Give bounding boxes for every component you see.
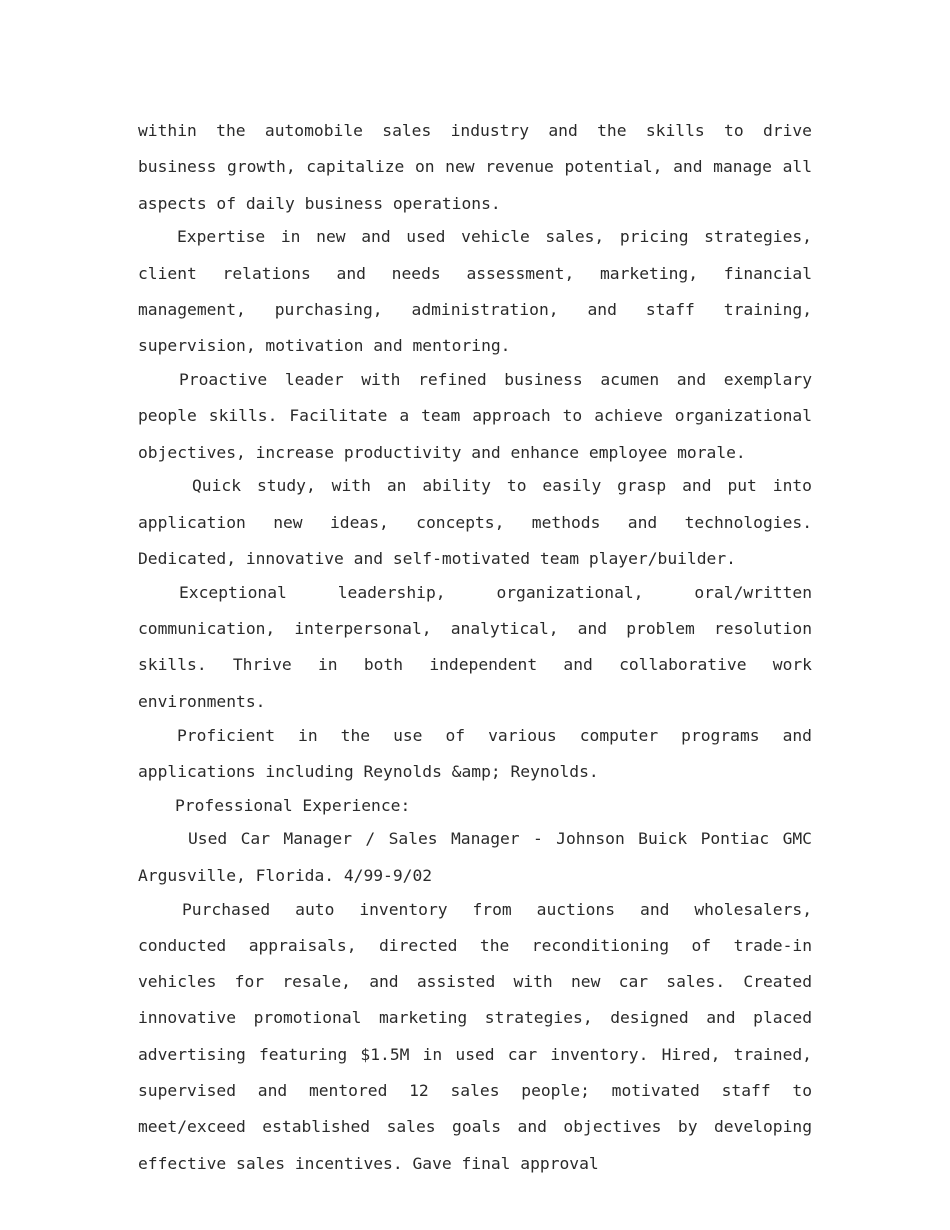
paragraph-job-description: Purchased auto inventory from auctions and wholesalers, conducted appraisals, directed the reconditioning of trade-in vehicles for resale, and assisted with new car sales. Created innovative promotional marketing strategies, designed and placed advertising featuring $1.5M in used car inventory. Hired, trained, supervised and mentored 12 sales people; motivated staff to meet/exceed established sales goals and objectives by developing effective sales incentives. Gave final approval (138, 899, 812, 1173)
paragraph-quick-study: Quick study, with an ability to easily grasp and put into application new ideas, concepts, methods and technologies. Dedicated, innovative and self-motivated team player/builder. (138, 476, 812, 569)
section-heading-experience: Professional Experience: (175, 795, 411, 815)
paragraph-proficient: Proficient in the use of various computer programs and applications including Reynolds &amp; Reynolds. (138, 725, 812, 781)
paragraph-leader: Proactive leader with refined business acumen and exemplary people skills. Facilitate a team approach to achieve organizational objectives, increase productivity and enhance employee morale. (138, 370, 812, 462)
paragraph-expertise: Expertise in new and used vehicle sales, pricing strategies, client relations and needs assessment, marketing, financial management, purchasing, administration, and staff training, supervision, motivation and mentoring. (138, 227, 812, 356)
paragraph-intro: within the automobile sales industry and the skills to drive business growth, capitalize on new revenue potential, and manage all aspects of daily business operations. (138, 121, 812, 213)
job-title-line: Used Car Manager / Sales Manager - Johnson Buick Pontiac GMC Argusville, Florida. 4/99-9/02 (138, 829, 812, 885)
document-body (138, 113, 812, 1182)
paragraph-skills: Exceptional leadership, organizational, oral/written communication, interpersonal, analytical, and problem resolution skills. Thrive in both independent and collaborative work environments. (138, 582, 812, 711)
